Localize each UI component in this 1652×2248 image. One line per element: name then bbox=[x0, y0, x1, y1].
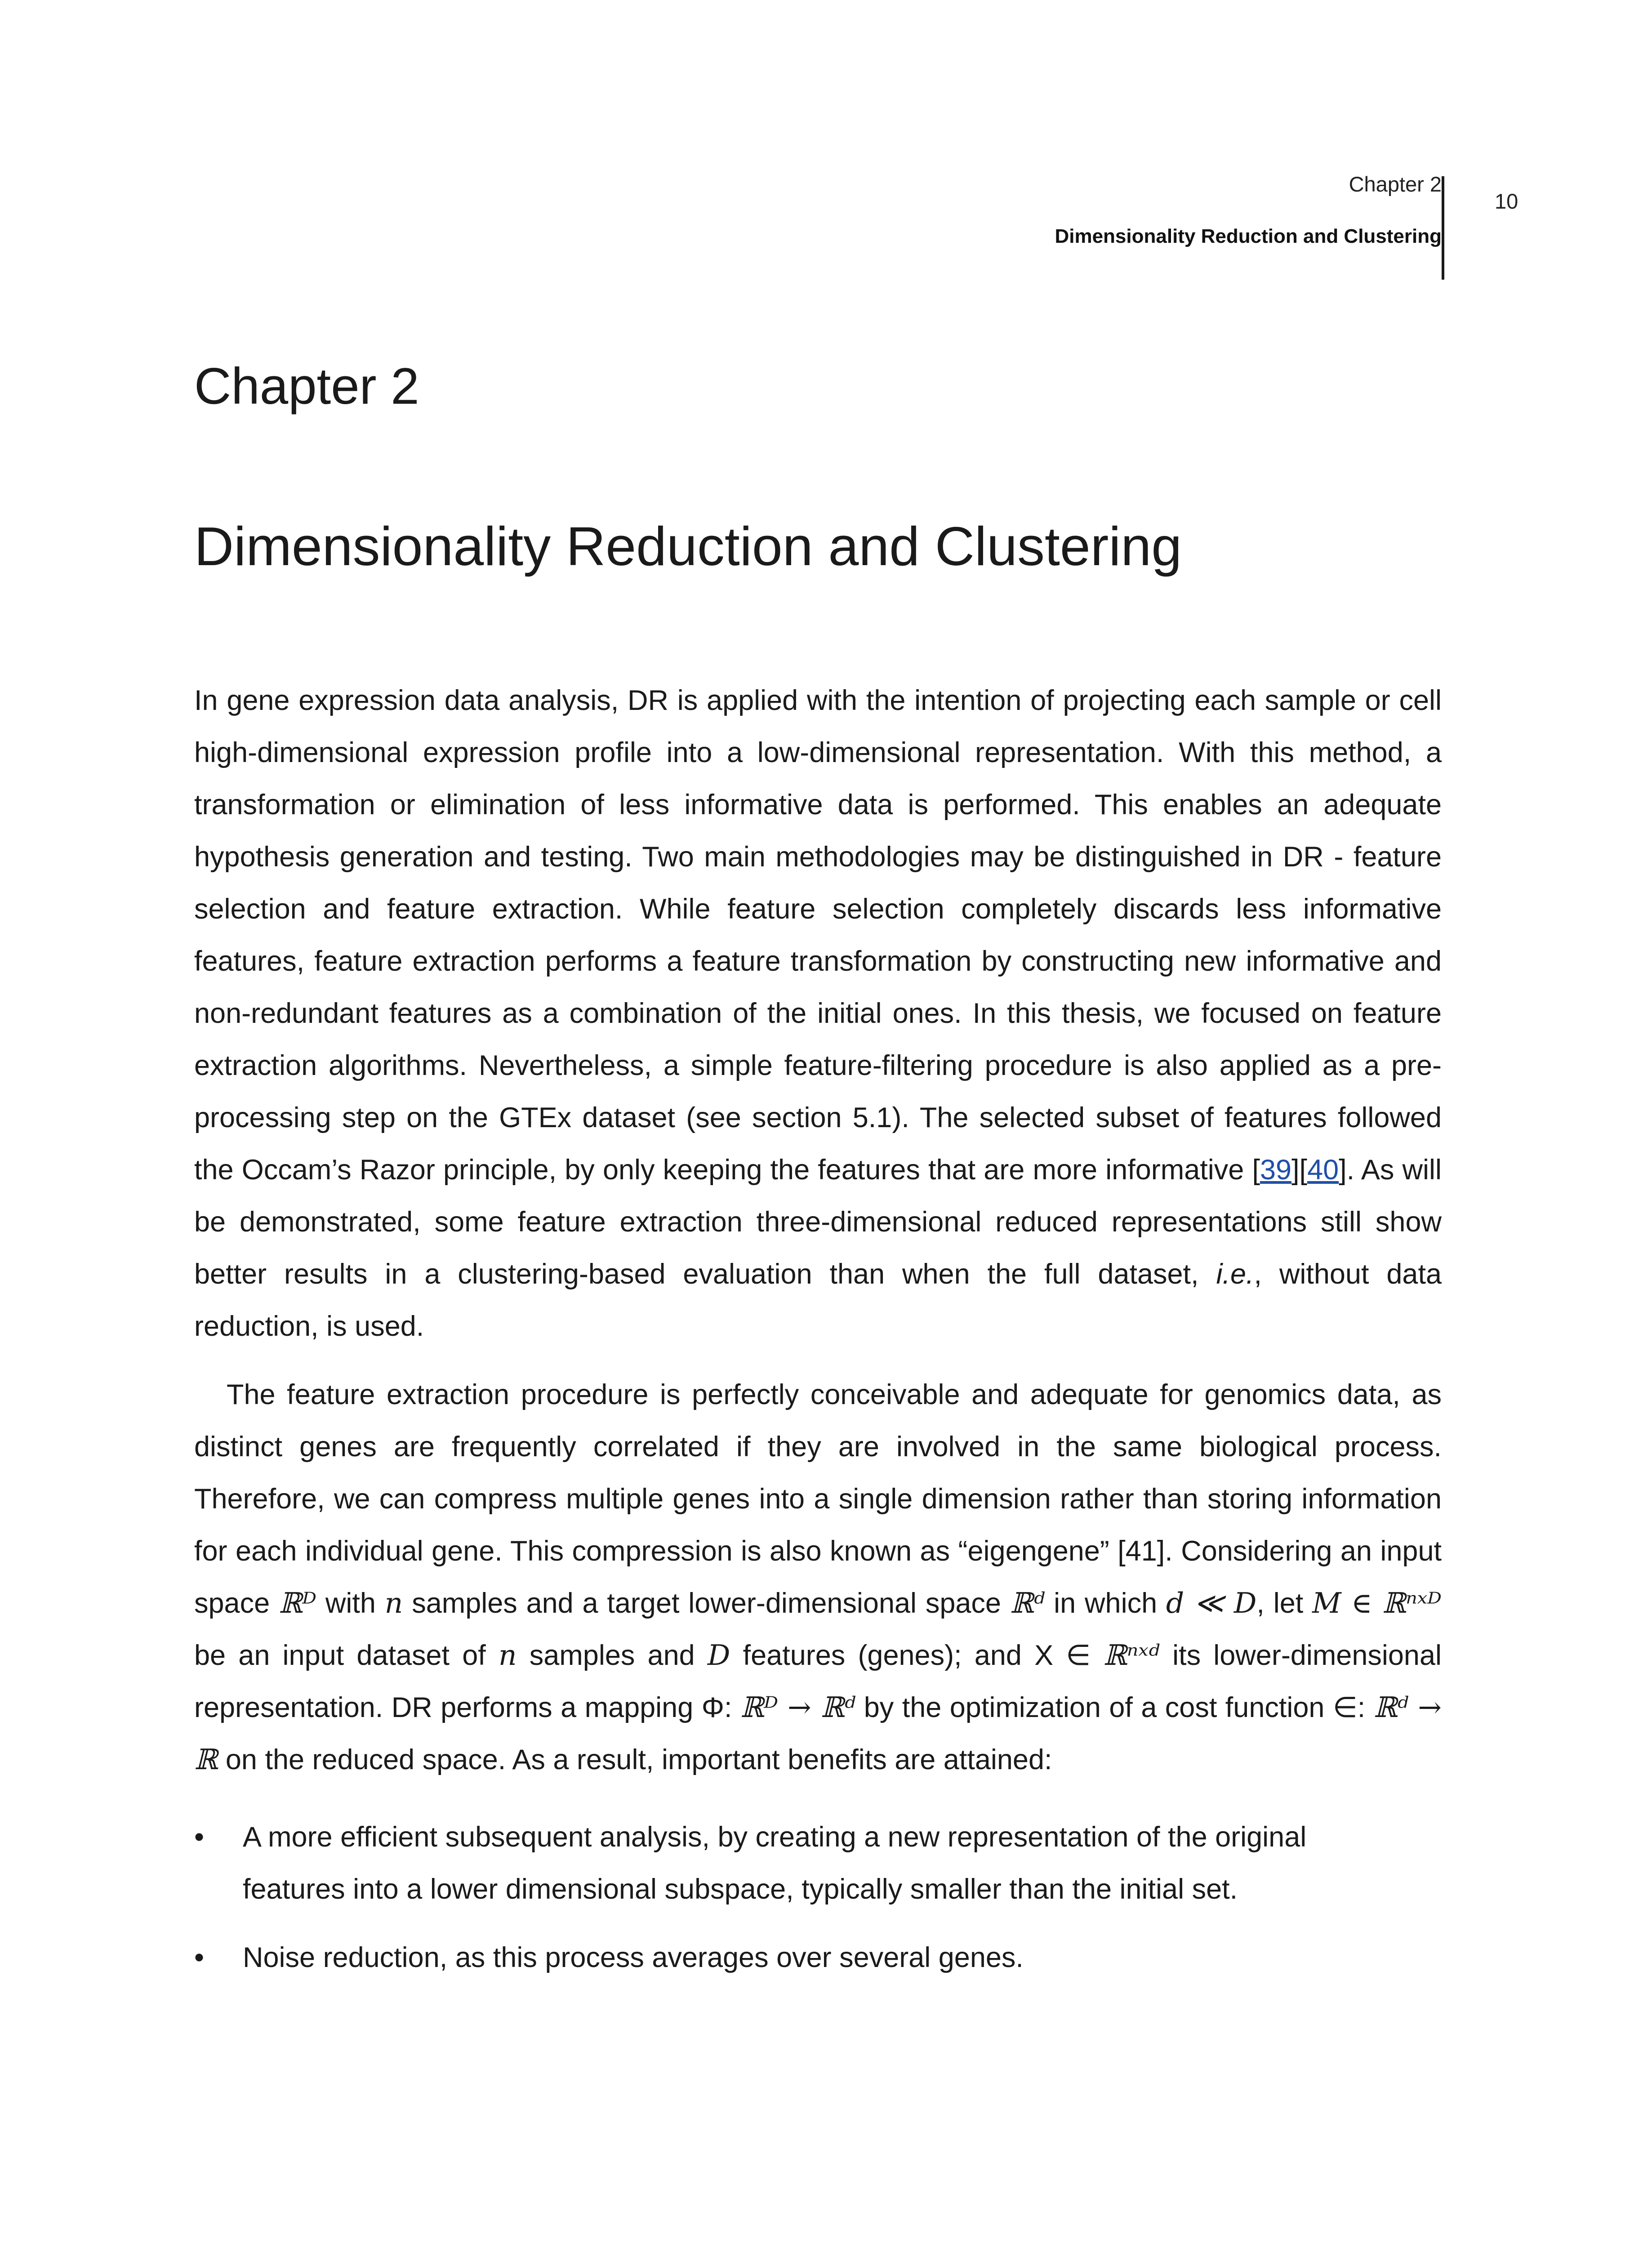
paragraph-1 bbox=[194, 674, 1442, 1352]
bullet-icon: • bbox=[194, 1942, 205, 1973]
math-X-space: ℝⁿˣᵈ bbox=[1103, 1639, 1160, 1672]
math-mapping: ℝᴰ → ℝᵈ bbox=[740, 1691, 856, 1724]
paragraph-2 bbox=[194, 1369, 1442, 1786]
list-item bbox=[194, 1931, 1442, 1984]
page-number: 10 bbox=[1495, 189, 1518, 213]
p2-s7: samples and bbox=[517, 1640, 708, 1671]
math-n: n bbox=[384, 1587, 403, 1619]
p2-s4: in which bbox=[1045, 1588, 1166, 1619]
bullet-icon: • bbox=[194, 1821, 205, 1853]
math-M-dataset: M ∈ ℝⁿˣᴰ bbox=[1312, 1587, 1442, 1619]
p2-s6: be an input dataset of bbox=[194, 1640, 499, 1671]
p2-s9: its lower-dimensional representation. DR performs a mapping Φ: bbox=[194, 1640, 1442, 1723]
list-item-text: A more efficient subsequent analysis, by creating a new representation of the original features into a lower dimensional subspace, typically smaller than the initial set. bbox=[243, 1821, 1307, 1905]
citation-link-40[interactable]: 40 bbox=[1307, 1154, 1339, 1186]
list-item bbox=[194, 1811, 1442, 1915]
math-d-less-D: d ≪ D bbox=[1166, 1587, 1257, 1619]
chapter-title: Dimensionality Reduction and Clustering bbox=[194, 516, 1182, 577]
body-text bbox=[194, 674, 1442, 2000]
p2-s11: on the reduced space. As a result, important benefits are attained: bbox=[218, 1744, 1052, 1775]
p1-citation-separator: ][ bbox=[1291, 1154, 1308, 1186]
p1-text-c: , without data reduction, is used. bbox=[194, 1258, 1442, 1342]
p2-s2: with bbox=[316, 1588, 385, 1619]
running-header-chapter: Chapter 2 bbox=[1349, 172, 1442, 196]
math-cost-function: ℝᵈ → ℝ bbox=[194, 1691, 1442, 1776]
p2-s8: features (genes); and X ∈ bbox=[730, 1640, 1104, 1671]
p1-text-a: In gene expression data analysis, DR is applied with the intention of projecting each sample or cell high-dimensional expression profile into a low-dimensional representation. With this method, a transformation or elimination of less informative data is performed. This enables an adequate hypothesis generation and testing. Two main methodologies may be distinguished in DR - feature selection and feature extraction. While feature selection completely discards less informative features, feature extraction performs a feature transformation by constructing new informative and non-redundant features as a combination of the initial ones. In this thesis, we focused on feature extraction algorithms. Nevertheless, a simple feature-filtering procedure is also applied as a pre-processing step on the GTEx dataset (see section 5.1). The selected subset of features followed the Occam’s Razor principle, by only keeping the features that are more informative [ bbox=[194, 685, 1442, 1186]
running-header bbox=[722, 171, 1442, 250]
header-divider-rule bbox=[1442, 176, 1444, 280]
list-item-text: Noise reduction, as this process averages over several genes. bbox=[243, 1942, 1024, 1973]
p2-s3: samples and a target lower-dimensional space bbox=[403, 1588, 1010, 1619]
chapter-label: Chapter 2 bbox=[194, 358, 419, 415]
p2-s5: , let bbox=[1256, 1588, 1313, 1619]
p2-s10: by the optimization of a cost function ∈: bbox=[855, 1692, 1374, 1723]
citation-link-39[interactable]: 39 bbox=[1260, 1154, 1292, 1186]
benefits-list bbox=[194, 1811, 1442, 1984]
math-n-samples: n bbox=[498, 1639, 517, 1672]
p2-s1: The feature extraction procedure is perfectly conceivable and adequate for genomics data, as distinct genes are frequently correlated if they are involved in the same biological process. Therefore, we can compress multiple genes into a single dimension rather than storing information for each individual gene. This compression is also known as “eigengene” [41]. Considering an input space bbox=[194, 1379, 1442, 1619]
math-input-space: ℝᴰ bbox=[278, 1587, 317, 1619]
p1-text-b: ]. As will be demonstrated, some feature extraction three-dimensional reduced representations still show better results in a clustering-based evaluation than when the full dataset, bbox=[194, 1154, 1442, 1290]
running-header-title: Dimensionality Reduction and Clustering bbox=[1055, 225, 1442, 247]
p1-italic-ie: i.e. bbox=[1216, 1258, 1254, 1290]
math-D-features: D bbox=[707, 1639, 730, 1672]
math-target-space: ℝᵈ bbox=[1010, 1587, 1045, 1619]
